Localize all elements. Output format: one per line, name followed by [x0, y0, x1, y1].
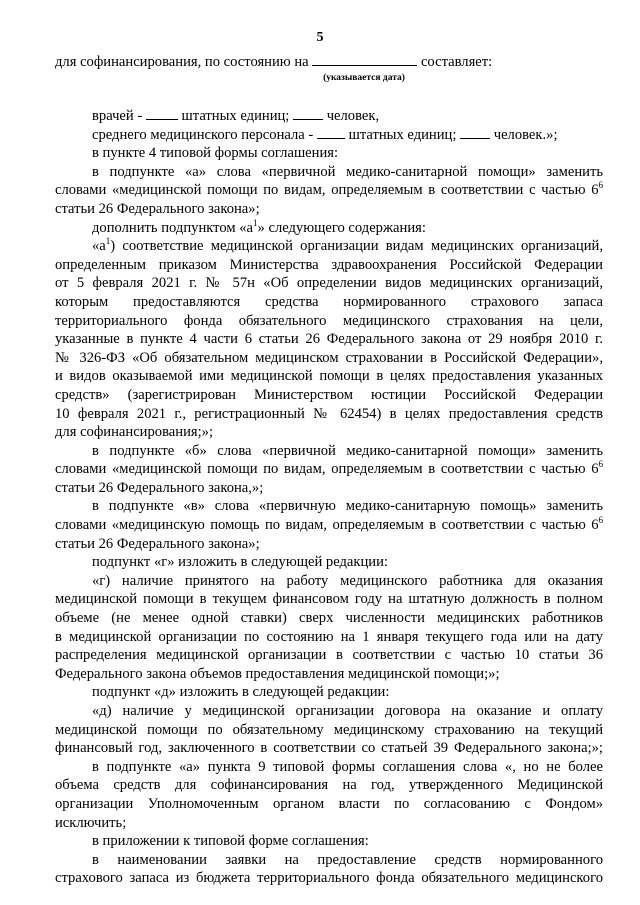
text-line: Федерального закона объемов предоставления медицинской помощи;»; [55, 665, 500, 682]
text-line: указанные в пункте 4 части 6 статьи 26 Федерального закона от 29 ноября 2010 г. [55, 331, 603, 348]
text-line: распределения медицинской организации в соответствии с частью 10 статьи 36 [55, 647, 603, 664]
text-fragment: врачей - [92, 108, 143, 124]
text-line: в подпункте «в» слова «первичную медико-санитарную помощь» заменить [92, 498, 603, 515]
superscript: 1 [105, 236, 111, 247]
text-line: для софинансирования;»; [55, 424, 214, 441]
date-blank [312, 53, 417, 66]
text-line: исключить; [55, 814, 127, 831]
text-line [55, 460, 603, 479]
text-fragment: » следующего содержания: [257, 219, 426, 236]
text-line: статьи 26 Федерального закона»; [55, 535, 260, 552]
text-line: «г) наличие принятого на работу медицинского работника для оказания [92, 572, 603, 589]
text-line: от 5 февраля 2021 г. № 57н «Об определении видов медицинских организаций, [55, 275, 603, 292]
page-number: 5 [316, 30, 324, 45]
text-line: объема средств для софинансирования на год, утвержденного Медицинской [55, 777, 603, 794]
text-line: подпункт «д» изложить в следующей редакции: [92, 684, 390, 701]
text-line: в пункте 4 типовой формы соглашения: [92, 145, 339, 162]
text-line: и видов оказываемой ими медицинской помощи в целях предоставления указанных [55, 368, 603, 385]
text-line: страхового запаса из бюджета территориального фонда обязательного медицинского [55, 870, 603, 887]
text-line: в подпункте «а» пункта 9 типовой формы соглашения слова «, но не более [92, 758, 603, 775]
text-line [55, 181, 603, 200]
text-fragment: дополнить подпунктом «а [92, 219, 254, 236]
superscript: 1 [253, 217, 258, 228]
text-fragment: словами «медицинской помощи по видам, определяемым в соответствии с частью 6 [55, 461, 599, 478]
text-fragment: среднего медицинского персонала - [92, 126, 314, 143]
text-fragment: для софинансирования, по состоянию на [55, 54, 309, 70]
text-line: статьи 26 Федерального закона,»; [55, 479, 264, 496]
text-line: в приложении к типовой форме соглашения: [92, 833, 369, 850]
text-line: в подпункте «б» слова «первичной медико-санитарной помощи» заменить [92, 442, 603, 459]
text-line [55, 516, 603, 535]
text-line: в подпункте «а» слова «первичной медико-санитарной помощи» заменить [92, 163, 603, 180]
text-line: определенным приказом Министерства здравоохранения Российской Федерации [55, 256, 603, 273]
text-fragment: «а [92, 238, 106, 255]
text-line: № 326-ФЗ «Об обязательном медицинском страховании в Российской Федерации», [55, 349, 603, 366]
body-text-main [55, 107, 603, 888]
text-fragment: человек.»; [493, 126, 558, 143]
text-fragment: штатных единиц; [181, 108, 290, 124]
text-fragment: составляет: [420, 54, 493, 70]
text-line: средств» (зарегистрирован Министерством юстиции Российской Федерации [55, 386, 603, 403]
fill-blank [460, 126, 490, 139]
text-line [55, 126, 603, 145]
superscript: 6 [598, 180, 603, 191]
superscript: 6 [598, 515, 603, 526]
text-line: «д) наличие у медицинской организации договора на оказание и оплату [92, 703, 603, 719]
text-line: в медицинской организации по состоянию на 1 января текущего года или на дату [55, 628, 603, 645]
date-note: (указывается дата) [323, 73, 405, 83]
text-line [55, 53, 603, 72]
text-line: территориального фонда обязательного медицинского страхования на цели, [55, 312, 603, 329]
fill-blank [146, 107, 178, 120]
text-line: организации Уполномоченным органом власти по согласованию с Фондом» [55, 795, 603, 812]
text-line: финансовый год, заключенного в соответствии со статьей 39 Федерального закона;»; [55, 740, 603, 757]
text-fragment: словами «медицинской помощи по видам, определяемым в соответствии с частью 6 [55, 182, 599, 199]
text-fragment: штатных единиц; [348, 126, 457, 143]
text-line: объеме (не менее одной ставки) сверх численности медицинских работников [55, 610, 603, 627]
fill-blank [293, 107, 323, 120]
fill-blank [317, 126, 345, 139]
text-line: медицинской помощи по обязательному медицинскому страхованию на текущий [55, 721, 603, 738]
text-line [55, 107, 603, 126]
body-text [55, 53, 603, 72]
text-line: подпункт «г» изложить в следующей редакции: [92, 554, 388, 571]
text-line: статьи 26 Федерального закона»; [55, 200, 260, 217]
text-line: в наименовании заявки на предоставление средств нормированного [92, 851, 603, 868]
text-line [55, 219, 603, 238]
text-fragment: словами «медицинскую помощь по видам, определяемым в соответствии с частью 6 [55, 517, 599, 534]
text-fragment: человек, [326, 108, 380, 124]
text-line: 10 февраля 2021 г., регистрационный № 62454) в целях предоставления средств [55, 405, 603, 422]
text-line [55, 237, 603, 256]
text-line: которым предоставляются средства нормированного страхового запаса [55, 293, 603, 310]
superscript: 6 [598, 459, 603, 470]
text-line: медицинской помощи в текущем финансовом году на штатную должность в полном [55, 591, 603, 608]
text-fragment: ) соответствие медицинской организации видам медицинских организаций, [110, 238, 603, 255]
